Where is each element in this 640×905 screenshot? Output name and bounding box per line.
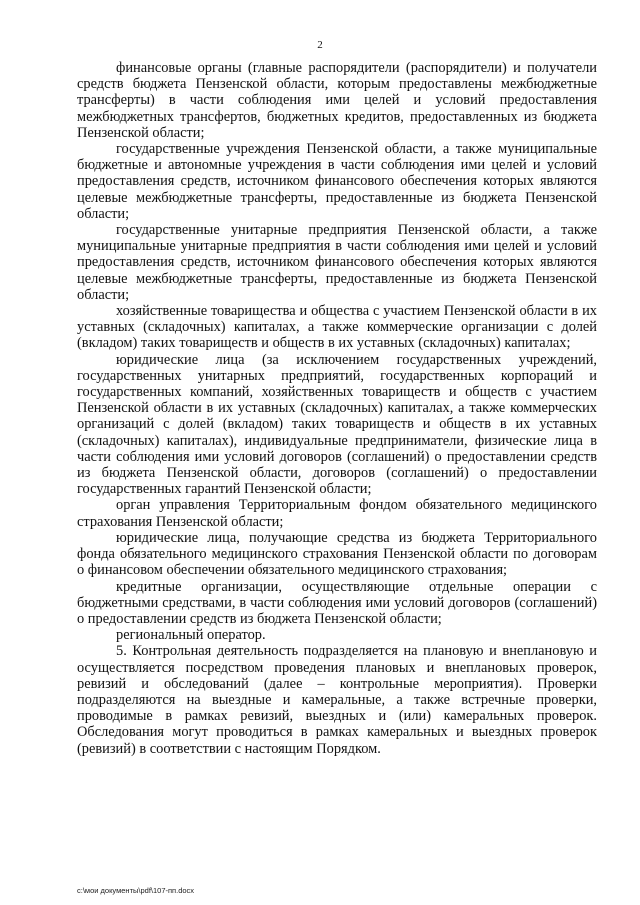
paragraph-insurance-fund-body: орган управления Территориальным фондом обязательного медицинского страхования Пензенской области;: [77, 497, 597, 530]
paragraph-legal-entities: юридические лица (за исключением государственных учреждений, государственных унитарных предприятий, государственных корпораций и государственных компаний, хозяйственных товариществ и обществ с участием Пензенской области в их уставных (складочных) капиталах, а также коммерческих организаций с долей (вкладом) таких товариществ и обществ в их уставных (складочных) капиталах), индивидуальные предприниматели, физические лица в части соблюдения ими условий договоров (соглашений) о предоставлении средств из бюджета Пензенской области, договоров (соглашений) о предоставлении государственных гарантий Пензенской области;: [77, 351, 597, 498]
paragraph-state-institutions: государственные учреждения Пензенской области, а также муниципальные бюджетные и автономные учреждения в части соблюдения ими целей и условий предоставления средств, источником финансового обеспечения которых являются целевые межбюджетные трансферты, предоставленные из бюджета Пензенской области;: [77, 141, 597, 222]
paragraph-credit-organizations: кредитные организации, осуществляющие отдельные операции с бюджетными средствами, в части соблюдения ими условий договоров (соглашений) о предоставлении средств из бюджета Пензенской области;: [77, 578, 597, 627]
paragraph-financial-bodies: финансовые органы (главные распорядители (распорядители) и получатели средств бюджета Пензенской области, которым предоставлены межбюджетные трансферты) в части соблюдения ими целей и условий предоставления межбюджетных трансфертов, бюджетных кредитов, предоставленных из бюджета Пензенской области;: [77, 60, 597, 141]
footer-file-path: c:\мои документы\pdf\107-пп.docx: [77, 886, 195, 895]
paragraph-control-activity: 5. Контрольная деятельность подразделяется на плановую и внеплановую и осуществляется посредством проведения плановых и внеплановых проверок, ревизий и обследований (далее – контрольные мероприятия). Проверки подразделяются на выездные и камеральные, а также встречные проверки, проводимые в рамках ревизий, выездных и (или) камеральных проверок. Обследования могут проводиться в рамках камеральных и выездных проверок (ревизий) в соответствии с настоящим Порядком.: [77, 643, 597, 757]
paragraph-fund-recipients: юридические лица, получающие средства из бюджета Территориального фонда обязательного медицинского страхования Пензенской области по договорам о финансовом обеспечении обязательного медицинского страхования;: [77, 529, 597, 579]
paragraph-business-partnerships: хозяйственные товарищества и общества с участием Пензенской области в их уставных (складочных) капиталах, а также коммерческие организации с долей (вкладом) таких товариществ и обществ в их уставных (складочных) капиталах;: [77, 303, 597, 352]
page-number: 2: [317, 39, 323, 51]
paragraph-regional-operator: региональный оператор.: [116, 627, 266, 644]
document-body: [77, 60, 597, 757]
paragraph-unitary-enterprises: государственные унитарные предприятия Пензенской области, а также муниципальные унитарные предприятия в части соблюдения ими целей и условий предоставления средств, источником финансового обеспечения которых являются целевые межбюджетные трансферты, предоставленные из бюджета Пензенской области;: [77, 222, 597, 303]
